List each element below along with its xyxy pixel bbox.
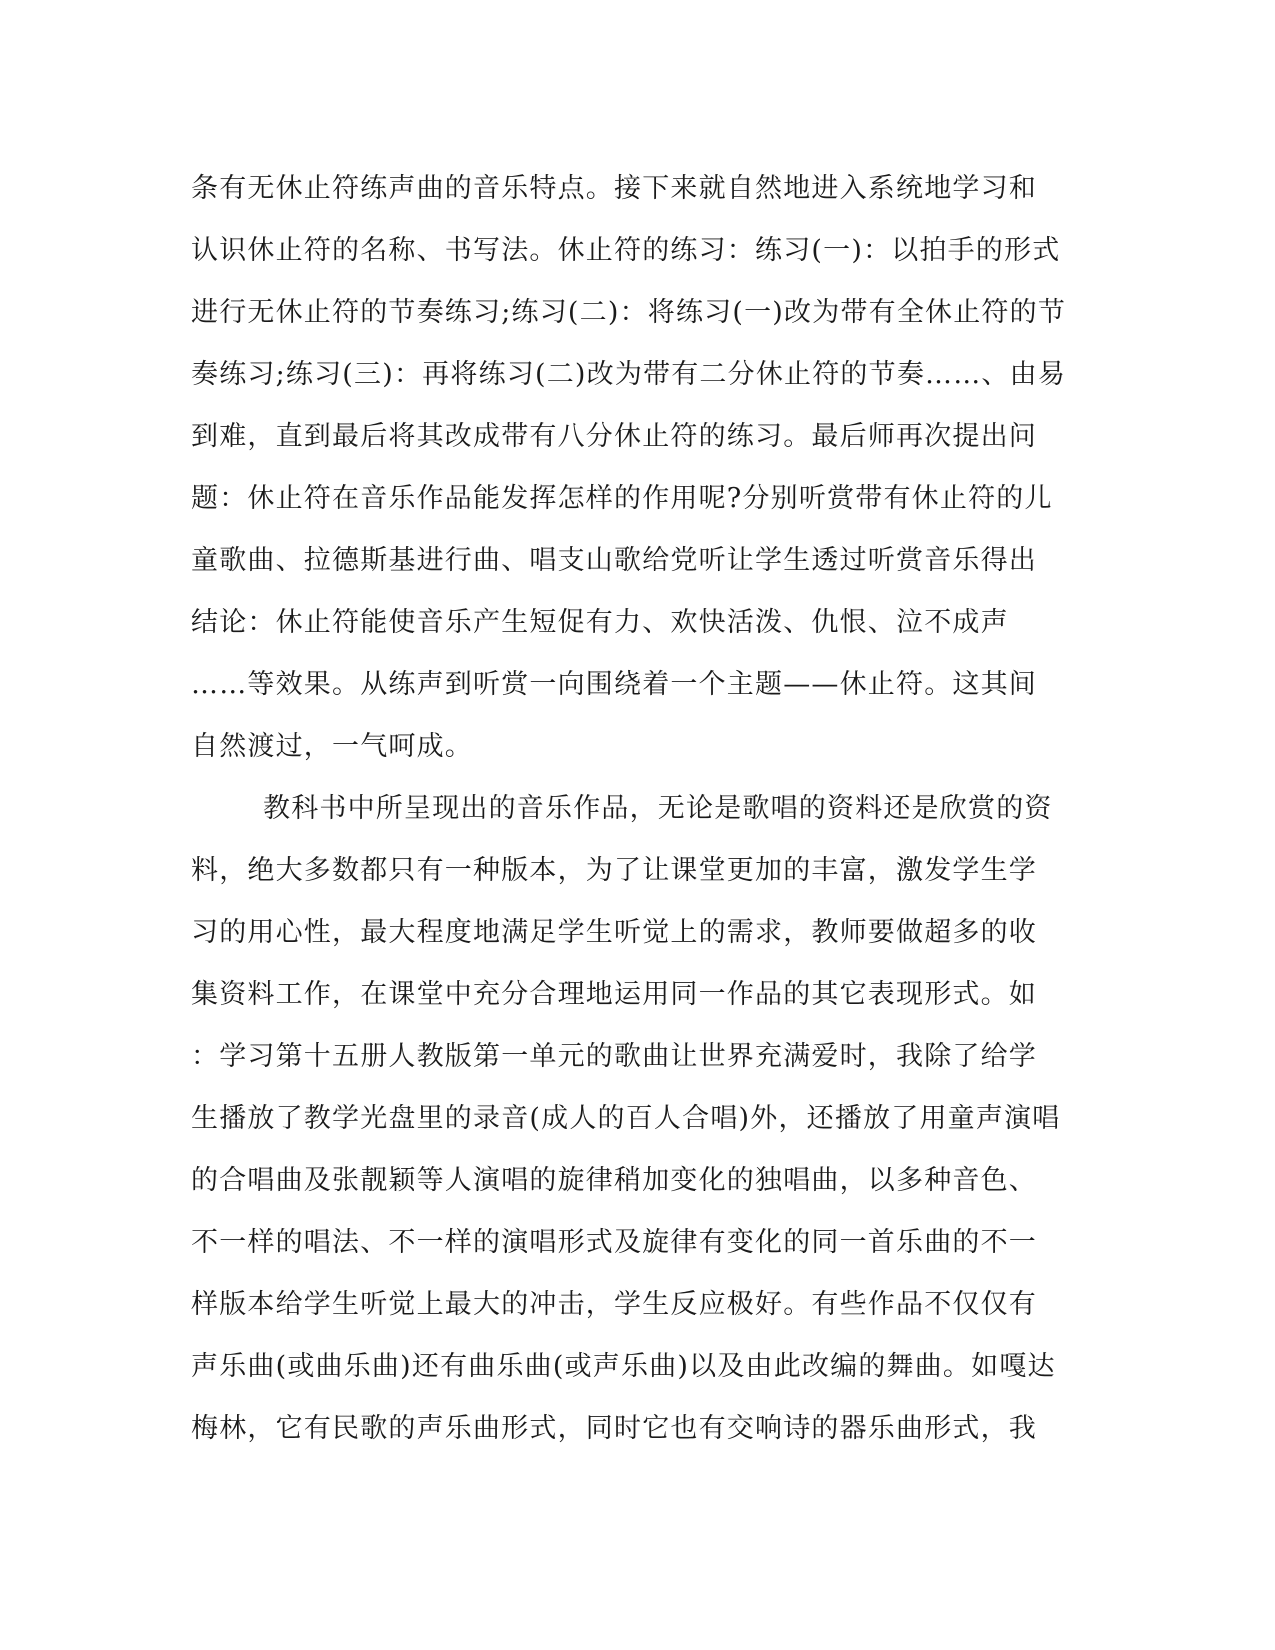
text-line: 到难，直到最后将其改成带有八分休止符的练习。最后师再次提出问 [191, 421, 1037, 452]
text-line: ……等效果。从练声到听赏一向围绕着一个主题——休止符。这其间 [191, 669, 1037, 700]
text-line: 认识休止符的名称、书写法。休止符的练习：练习(一)：以拍手的形式 [191, 235, 1061, 266]
text-line: 不一样的唱法、不一样的演唱形式及旋律有变化的同一首乐曲的不一 [191, 1227, 1037, 1258]
text-line: 梅林，它有民歌的声乐曲形式，同时它也有交响诗的器乐曲形式，我 [191, 1413, 1037, 1444]
text-line: 奏练习;练习(三)：再将练习(二)改为带有二分休止符的节奏……、由易 [191, 359, 1067, 390]
text-line: 童歌曲、拉德斯基进行曲、唱支山歌给党听让学生透过听赏音乐得出 [191, 545, 1037, 576]
body-text [191, 158, 1091, 1460]
text-line: 习的用心性，最大程度地满足学生听觉上的需求，教师要做超多的收 [191, 917, 1037, 948]
text-line: 自然渡过，一气呵成。 [191, 731, 473, 762]
text-line: ：学习第十五册人教版第一单元的歌曲让世界充满爱时，我除了给学 [191, 1041, 1037, 1072]
text-line: 条有无休止符练声曲的音乐特点。接下来就自然地进入系统地学习和 [191, 173, 1037, 204]
paragraph-start-line: 教科书中所呈现出的音乐作品，无论是歌唱的资料还是欣赏的资 [263, 793, 1053, 824]
text-line: 集资料工作，在课堂中充分合理地运用同一作品的其它表现形式。如 [191, 979, 1037, 1010]
text-line: 的合唱曲及张靓颖等人演唱的旋律稍加变化的独唱曲，以多种音色、 [191, 1165, 1037, 1196]
text-line: 声乐曲(或曲乐曲)还有曲乐曲(或声乐曲)以及由此改编的舞曲。如嘎达 [191, 1351, 1056, 1382]
text-line: 样版本给学生听觉上最大的冲击，学生反应极好。有些作品不仅仅有 [191, 1289, 1037, 1320]
text-line: 生播放了教学光盘里的录音(成人的百人合唱)外，还播放了用童声演唱 [191, 1103, 1061, 1134]
text-line: 料，绝大多数都只有一种版本，为了让课堂更加的丰富，激发学生学 [191, 855, 1037, 886]
text-line: 结论：休止符能使音乐产生短促有力、欢快活泼、仇恨、泣不成声 [191, 607, 1009, 638]
text-line: 题：休止符在音乐作品能发挥怎样的作用呢?分别听赏带有休止符的儿 [191, 483, 1053, 514]
text-line: 进行无休止符的节奏练习;练习(二)：将练习(一)改为带有全休止符的节 [191, 297, 1067, 328]
